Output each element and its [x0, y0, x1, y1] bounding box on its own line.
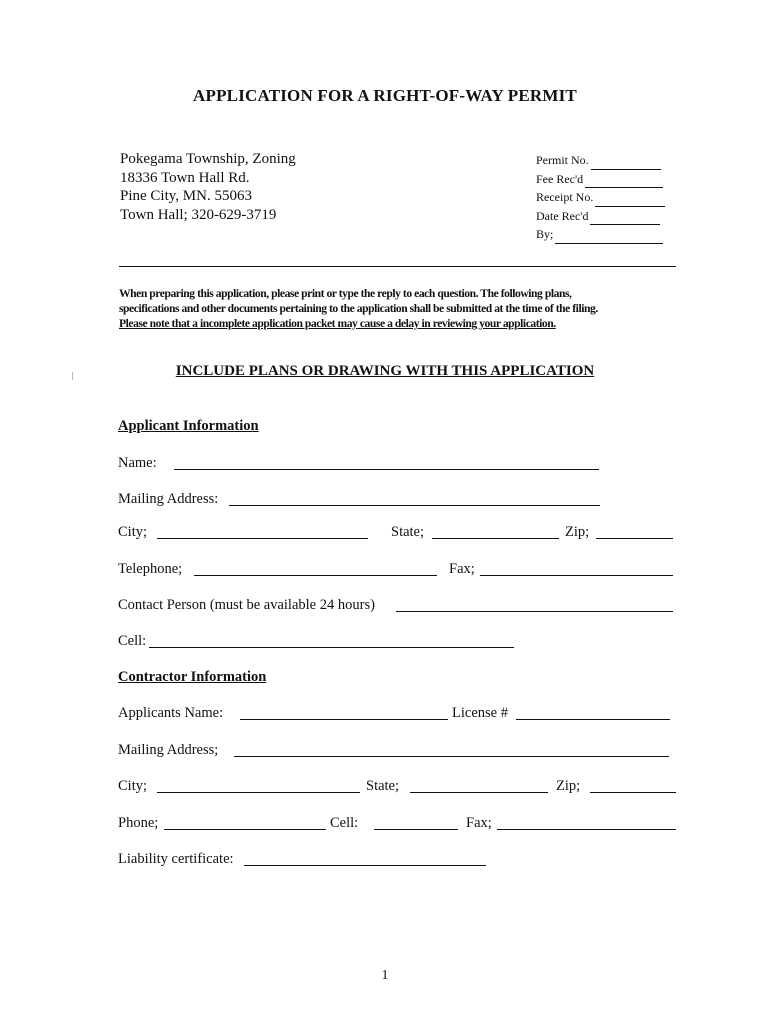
permit-no-field[interactable] [591, 157, 661, 170]
contractor-fax-field[interactable] [497, 815, 676, 830]
fee-recd-field[interactable] [585, 175, 663, 188]
instructions-line-2: specifications and other documents pertaining to the application shall be submitted at the time of the filing. [119, 302, 598, 315]
contractor-cell-label: Cell: [330, 815, 359, 831]
office-use-block [536, 151, 665, 244]
contractor-license-field[interactable] [516, 705, 670, 720]
applicant-telephone-field[interactable] [194, 561, 437, 576]
applicant-mailing-field[interactable] [229, 491, 600, 506]
by-field[interactable] [555, 231, 663, 244]
contractor-applicants-name-label: Applicants Name: [118, 705, 224, 721]
instructions-paragraph [119, 286, 679, 331]
contractor-applicants-name-field[interactable] [240, 705, 448, 720]
fee-recd-row [536, 170, 665, 189]
permit-no-label: Permit No. [536, 153, 589, 167]
applicant-fax-field[interactable] [480, 561, 673, 576]
date-recd-row [536, 207, 665, 226]
contractor-cell-field[interactable] [374, 815, 458, 830]
township-address [120, 150, 296, 224]
applicant-contact-label: Contact Person (must be available 24 hours) [118, 597, 375, 613]
applicant-mailing-label: Mailing Address: [118, 491, 219, 507]
instructions-line-3: Please note that a incomplete application packet may cause a delay in reviewing your application. [119, 317, 556, 330]
instructions-line-1: When preparing this application, please print or type the reply to each question. The following plans, [119, 287, 572, 300]
by-row [536, 225, 665, 244]
contractor-mailing-field[interactable] [234, 742, 669, 757]
contractor-license-label: License # [452, 705, 508, 721]
address-line-1: Pokegama Township, Zoning [120, 151, 296, 167]
applicant-city-field[interactable] [157, 524, 368, 539]
applicant-contact-field[interactable] [396, 597, 673, 612]
address-line-4: Town Hall; 320-629-3719 [120, 206, 277, 223]
address-line-2: 18336 Town Hall Rd. [120, 169, 250, 186]
contractor-city-label: City; [118, 778, 148, 794]
receipt-no-field[interactable] [595, 194, 665, 207]
applicant-zip-label: Zip; [565, 524, 590, 540]
receipt-no-label: Receipt No. [536, 190, 594, 204]
applicant-section-heading: Applicant Information [118, 418, 259, 434]
contractor-zip-field[interactable] [590, 778, 676, 793]
applicant-city-label: City; [118, 524, 148, 540]
contractor-liability-field[interactable] [244, 851, 486, 866]
contractor-phone-label: Phone; [118, 815, 159, 831]
page-number: 1 [381, 968, 389, 983]
contractor-state-label: State; [366, 778, 400, 794]
applicant-telephone-label: Telephone; [118, 561, 183, 577]
date-recd-label: Date Rec'd [536, 208, 589, 223]
applicant-zip-field[interactable] [596, 524, 673, 539]
contractor-liability-label: Liability certificate: [118, 851, 234, 867]
contractor-mailing-label: Mailing Address; [118, 742, 219, 758]
contractor-city-field[interactable] [157, 778, 360, 793]
by-label: By; [536, 227, 554, 241]
applicant-cell-field[interactable] [149, 633, 514, 648]
document-title: APPLICATION FOR A RIGHT-OF-WAY PERMIT [193, 86, 577, 105]
permit-no-row [536, 151, 665, 170]
address-line-3: Pine City, MN. 55063 [120, 188, 252, 204]
include-plans-notice: INCLUDE PLANS OR DRAWING WITH THIS APPLICATION [175, 363, 595, 379]
applicant-cell-label: Cell: [118, 633, 147, 649]
receipt-no-row [536, 188, 665, 207]
applicant-name-label: Name: [118, 455, 157, 471]
applicant-state-field[interactable] [432, 524, 559, 539]
contractor-zip-label: Zip; [556, 778, 581, 794]
contractor-section-heading: Contractor Information [118, 669, 267, 685]
header-divider [119, 266, 676, 267]
date-recd-field[interactable] [590, 212, 660, 225]
contractor-phone-field[interactable] [164, 815, 326, 830]
applicant-state-label: State; [391, 524, 425, 540]
contractor-state-field[interactable] [410, 778, 548, 793]
fee-recd-label: Fee Rec'd [536, 171, 584, 186]
applicant-fax-label: Fax; [449, 561, 475, 577]
contractor-fax-label: Fax; [466, 815, 492, 831]
applicant-name-field[interactable] [174, 455, 599, 470]
